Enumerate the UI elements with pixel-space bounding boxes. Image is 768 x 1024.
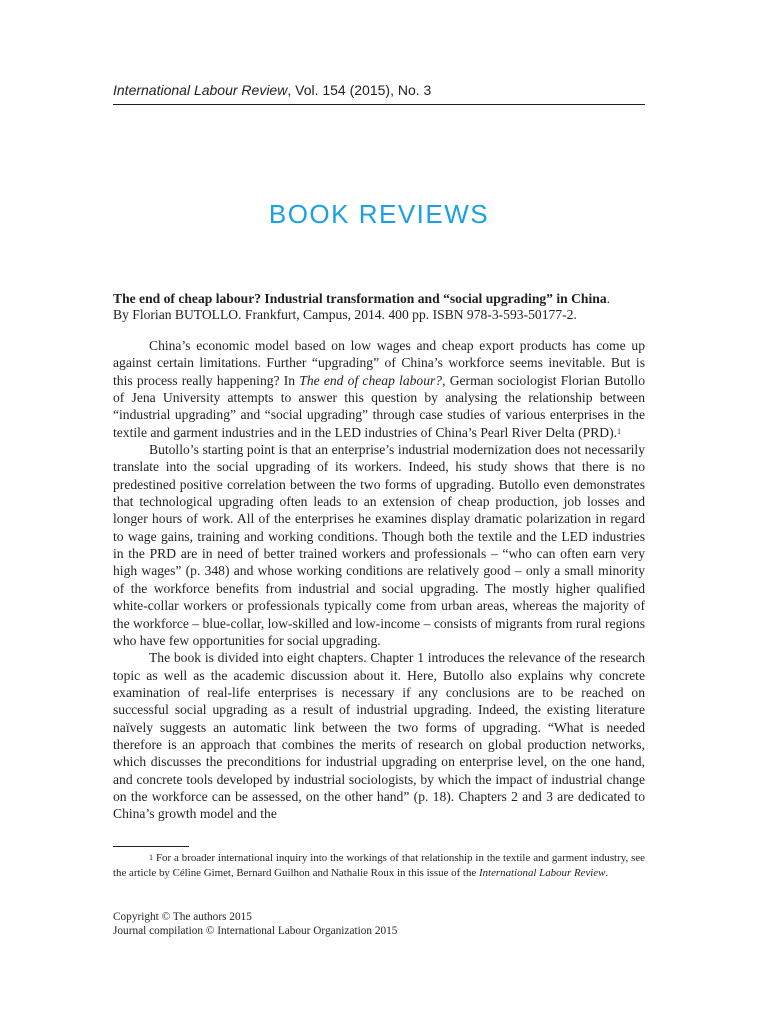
review-paragraph-1 [113,337,645,441]
paragraph-1-text-a: China’s economic model based on low wages and cheap export products has come up against certain limitations. Further “upgrading” of China’s workforce seems inevitable. But is this process really happening? In [113,338,645,388]
review-paragraph-2: Butollo’s starting point is that an enterprise’s industrial modernization does not necessarily translate into the social upgrading of its workers. Indeed, his study shows that there is no predestined positive correlation between the two forms of upgrading. Butollo even demonstrates that technological upgrading often leads to an extension of cheap production, job losses and longer hours of work. All of the enterprises he examines display dramatic polarization in regard to wage gains, training and working conditions. Though both the textile and the LED industries in the PRD are in need of better trained workers and professionals – “who can often earn very high wages” (p. 348) and whose working conditions are relatively good – only a small minority of the workforce benefits from industrial and social upgrading. The mostly higher qualified white-collar workers or professionals typically come from urban areas, whereas the majority of the workforce – blue-collar, low-skilled and low-income – consists of migrants from rural regions who have few opportunities for social upgrading. [113,442,645,648]
paragraph-1-text-b: , German sociologist Florian Butollo of Jena University attempts to answer this question by analysing the relationship between “industrial upgrading” and “social upgrading” through case studies of various enterprises in the textile and garment industries and in the LED industries of China’s Pearl River Delta (PRD). [113,372,645,440]
footnote-rule [113,846,189,847]
journal-name: International Labour Review [113,82,288,98]
review-paragraph-3: The book is divided into eight chapters. Chapter 1 introduces the relevance of the research topic as well as the academic discussion about it. Here, Butollo also explains why concrete examination of real-life enterprises is necessary if any conclusions are to be reached on successful social upgrading as a result of industrial upgrading. Indeed, the existing literature naïvely suggests an automatic link between the two forms of upgrading. “What is needed therefore is an approach that combines the merits of research on global production networks, which discusses the preconditions for industrial upgrading on enterprise level, on the one hand, and concrete tools developed by industrial sociologists, by which the impact of industrial change on the workforce can be assessed, on the other hand” (p. 18). Chapters 2 and 3 are dedicated to China’s growth model and the [113,650,645,822]
footnote-text-a: For a broader international inquiry into the workings of that relationship in the textile and garment industry, see the article by Céline Gimet, Bernard Guilhon and Nathalie Roux in this issue of the [113,852,645,879]
footnote [113,851,645,881]
volume-info: , Vol. 154 (2015), No. 3 [287,82,432,98]
copyright-line-1: Copyright © The authors 2015 [113,911,252,923]
copyright-line-2: Journal compilation © International Labour Organization 2015 [113,925,398,937]
copyright-block [113,910,645,938]
footnote-text-b: . [605,867,609,879]
footnote-reference[interactable]: 1 [617,426,621,436]
footnote-journal-italic: International Labour Review [478,867,606,879]
book-title-period: . [606,291,611,306]
book-title-text: The end of cheap labour? Industrial transformation and “social upgrading” in China [113,291,607,306]
running-head [113,82,645,98]
footnote-number: 1 [149,853,153,862]
header-rule [113,104,645,105]
book-metadata: By Florian BUTOLLO. Frankfurt, Campus, 2014. 400 pp. ISBN 978-3-593-50177-2. [113,307,577,322]
review-body [113,337,645,823]
book-title-italic: The end of cheap labour? [299,372,443,388]
section-title: BOOK REVIEWS [268,199,490,229]
book-title [113,290,645,307]
